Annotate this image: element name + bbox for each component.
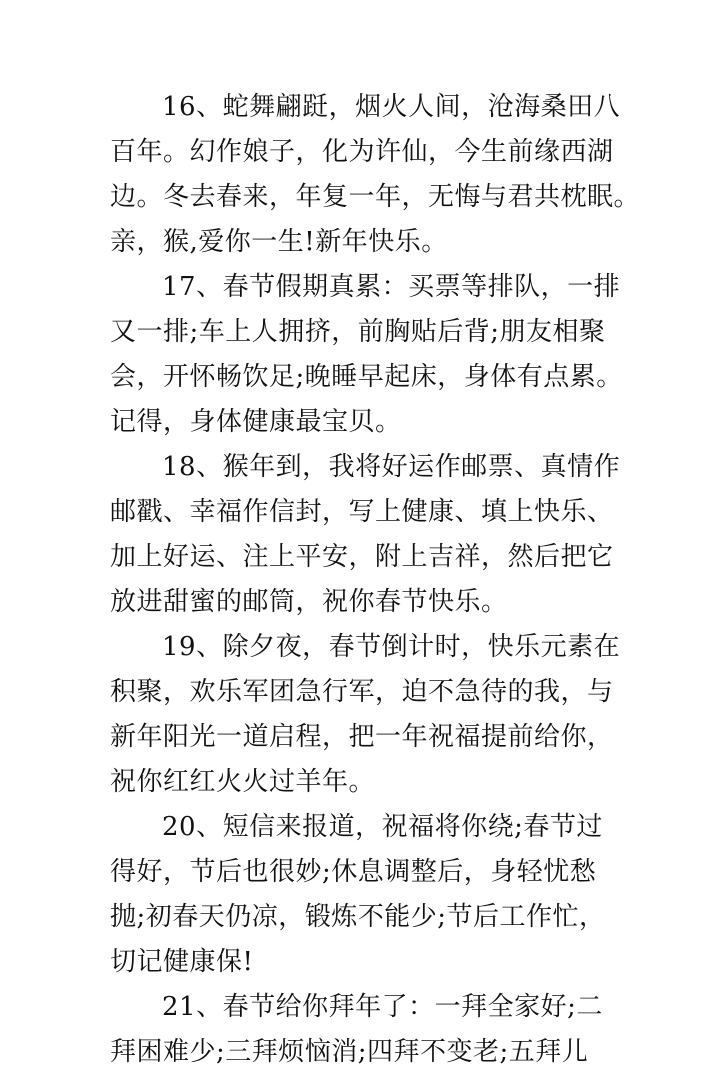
paragraph-21 [110,985,645,1075]
paragraph-18 [110,445,645,625]
text-line: 18、猴年到，我将好运作邮票、真情作 [162,452,621,482]
paragraph-17 [110,265,645,445]
text-line: 新年阳光一道启程，把一年祝福提前给你， [110,722,614,752]
text-line: 积聚，欢乐军团急行军，迫不急待的我，与 [110,677,614,707]
text-line: 边。冬去春来，年复一年，无悔与君共枕眠。 [110,182,641,212]
text-line: 拜困难少;三拜烦恼消;四拜不变老;五拜儿 [110,1037,589,1067]
text-line: 抛;初春天仍凉，锻炼不能少;节后工作忙， [110,902,606,932]
text-line: 17、春节假期真累：买票等排队，一排 [162,272,621,302]
text-line: 放进甜蜜的邮筒，祝你春节快乐。 [110,587,508,617]
text-line: 邮戳、幸福作信封，写上健康、填上快乐、 [110,497,614,527]
paragraph-16 [110,85,645,265]
text-line: 16、蛇舞翩跹，烟火人间，沧海桑田八 [162,92,621,122]
text-line: 加上好运、注上平安，附上吉祥，然后把它 [110,542,614,572]
text-line: 百年。幻作娘子，化为许仙，今生前缘西湖 [110,137,614,167]
text-line: 21、春节给你拜年了：一拜全家好;二 [162,992,603,1022]
text-line: 祝你红红火火过羊年。 [110,767,376,797]
text-line: 得好，节后也很妙;休息调整后，身轻忧愁 [110,857,597,887]
paragraph-19 [110,625,645,805]
text-line: 又一排;车上人拥挤，前胸贴后背;朋友相聚 [110,317,606,347]
document-body [110,85,645,1075]
text-line: 亲，猴,爱你一生!新年快乐。 [110,227,448,257]
paragraph-20 [110,805,645,985]
text-line: 切记健康保! [110,947,254,977]
text-line: 会，开怀畅饮足;晚睡早起床，身体有点累。 [110,362,623,392]
text-line: 20、短信来报道，祝福将你绕;春节过 [162,812,603,842]
text-line: 19、除夕夜，春节倒计时，快乐元素在 [162,632,621,662]
text-line: 记得，身体健康最宝贝。 [110,407,402,437]
